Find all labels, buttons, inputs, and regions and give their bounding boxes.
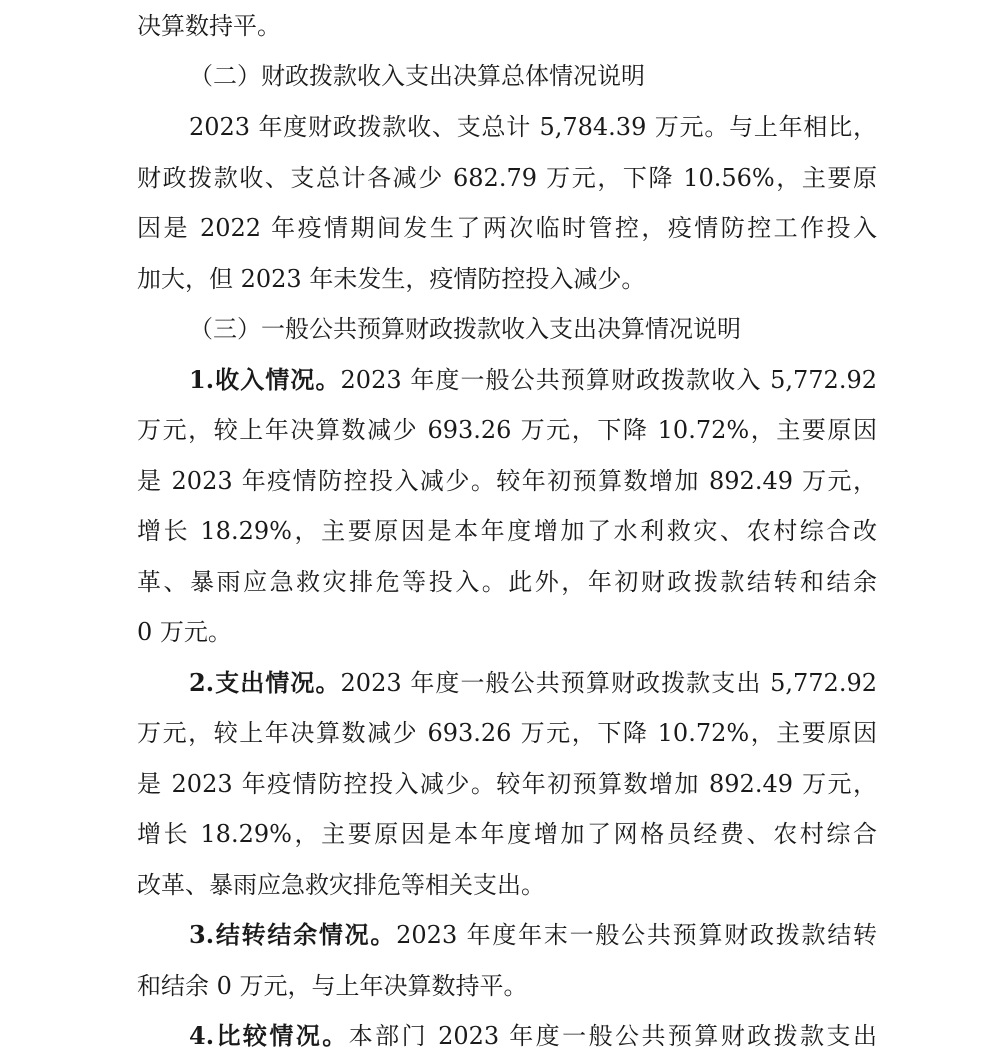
comparison-label: 4.比较情况。 <box>189 1021 349 1050</box>
income-text: 2023 年度一般公共预算财政拨款收入 5,772.92 <box>340 366 877 394</box>
paragraph-line: 革、暴雨应急救灾排危等投入。此外，年初财政拨款结转和结余 <box>137 568 877 596</box>
paragraph-line: 万元，较上年决算数减少 693.26 万元，下降 10.72%，主要原因 <box>137 416 877 444</box>
section-heading: （三）一般公共预算财政拨款收入支出决算情况说明 <box>189 315 741 343</box>
paragraph-line: 加大，但 2023 年未发生，疫情防控投入减少。 <box>137 265 646 293</box>
expense-label: 2.支出情况。 <box>189 668 341 697</box>
carryover-text: 2023 年度年末一般公共预算财政拨款结转 <box>396 921 877 949</box>
expense-text: 2023 年度一般公共预算财政拨款支出 5,772.92 <box>340 669 877 697</box>
paragraph-line: 0 万元。 <box>137 618 232 646</box>
carryover-label: 3.结转结余情况。 <box>189 920 397 949</box>
paragraph-line: 是 2023 年疫情防控投入减少。较年初预算数增加 892.49 万元， <box>137 770 877 798</box>
income-label: 1.收入情况。 <box>189 365 341 394</box>
paragraph-line: 和结余 0 万元，与上年决算数持平。 <box>137 972 528 1000</box>
paragraph-line: 改革、暴雨应急救灾排危等相关支出。 <box>137 871 545 899</box>
paragraph-line <box>137 915 877 955</box>
paragraph-line: 是 2023 年疫情防控投入减少。较年初预算数增加 892.49 万元， <box>137 467 877 495</box>
paragraph-line <box>137 663 877 703</box>
paragraph-line: 增长 18.29%，主要原因是本年度增加了网格员经费、农村综合 <box>137 820 877 848</box>
paragraph-line: 因是 2022 年疫情期间发生了两次临时管控，疫情防控工作投入 <box>137 214 877 242</box>
section-heading: （二）财政拨款收入支出决算总体情况说明 <box>189 62 645 90</box>
paragraph-line: 万元，较上年决算数减少 693.26 万元，下降 10.72%，主要原因 <box>137 719 877 747</box>
paragraph-line: 增长 18.29%，主要原因是本年度增加了水利救灾、农村综合改 <box>137 517 877 545</box>
paragraph-line <box>137 1016 877 1056</box>
paragraph-line: 财政拨款收、支总计各减少 682.79 万元，下降 10.56%，主要原 <box>137 164 877 192</box>
paragraph-line: 决算数持平。 <box>137 12 281 40</box>
paragraph-line <box>137 360 877 400</box>
comparison-text: 本部门 2023 年度一般公共预算财政拨款支出 <box>348 1022 877 1050</box>
paragraph-line: 2023 年度财政拨款收、支总计 5,784.39 万元。与上年相比， <box>189 113 877 141</box>
